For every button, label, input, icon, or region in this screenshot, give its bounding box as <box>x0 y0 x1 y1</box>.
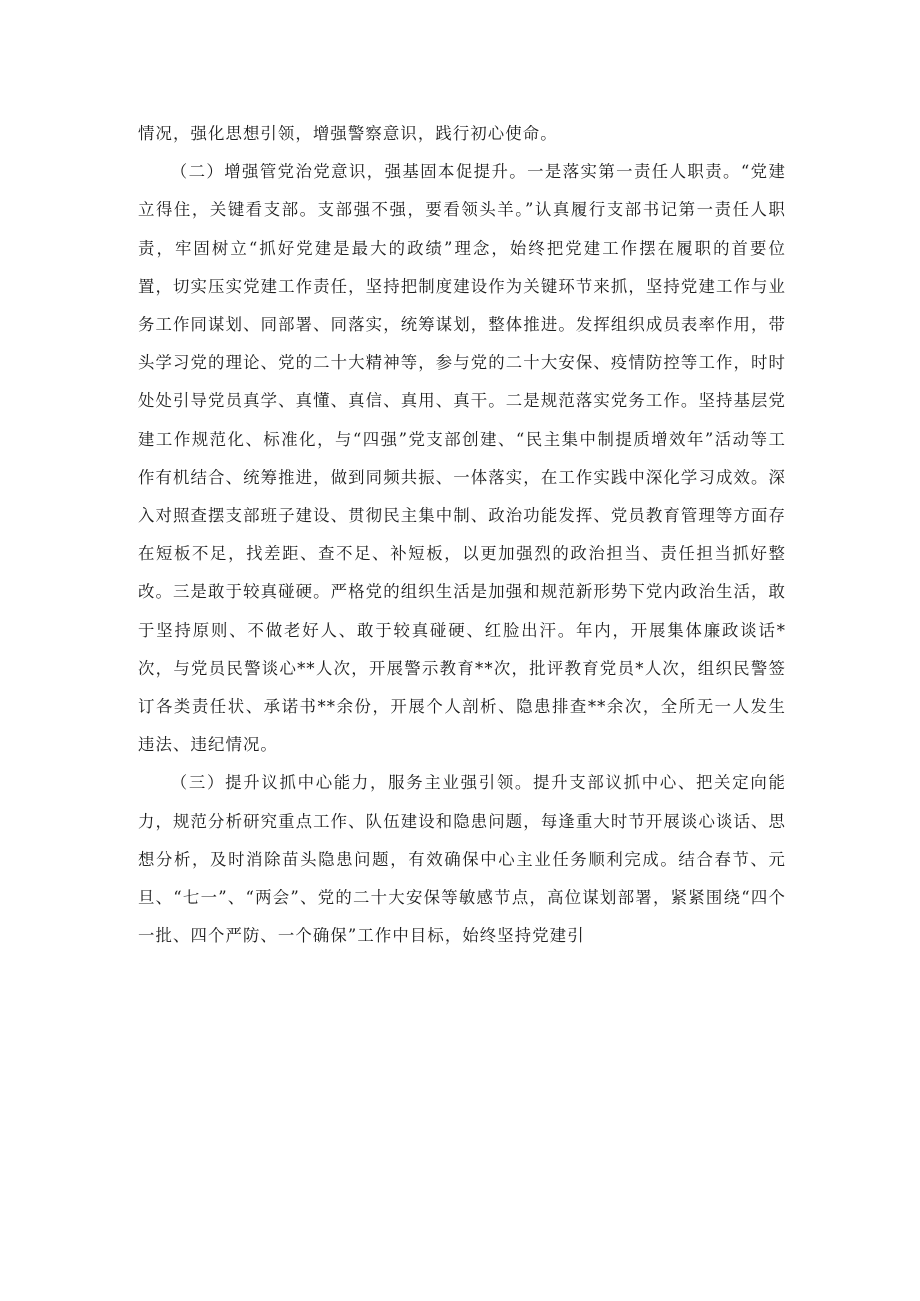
paragraph-section-2: （二）增强管党治党意识，强基固本促提升。一是落实第一责任人职责。“党建立得住，关键看支部。支部强不强，要看领头羊。”认真履行支部书记第一责任人职责，牢固树立“抓好党建是最大的政绩”理念，始终把党建工作摆在履职的首要位置，切实压实党建工作责任，坚持把制度建设作为关键环节来抓，坚持党建工作与业务工作同谋划、同部署、同落实，统筹谋划，整体推进。发挥组织成员表率作用，带头学习党的理论、党的二十大精神等，参与党的二十大安保、疫情防控等工作，时时处处引导党员真学、真懂、真信、真用、真干。二是规范落实党务工作。坚持基层党建工作规范化、标准化，与“四强”党支部创建、“民主集中制提质增效年”活动等工作有机结合、统筹推进，做到同频共振、一体落实，在工作实践中深化学习成效。深入对照查摆支部班子建设、贯彻民主集中制、政治功能发挥、党员教育管理等方面存在短板不足，找差距、查不足、补短板，以更加强烈的政治担当、责任担当抓好整改。三是敢于较真碰硬。严格党的组织生活是加强和规范新形势下党内政治生活，敢于坚持原则、不做老好人、敢于较真碰硬、红脸出汗。年内，开展集体廉政谈话*次，与党员民警谈心**人次，开展警示教育**次，批评教育党员*人次，组织民警签订各类责任状、承诺书**余份，开展个人剖析、隐患排查**余次，全所无一人发生违法、违纪情况。 <box>138 162 786 755</box>
paragraph-continuation: 情况，强化思想引领，增强警察意识，践行初心使命。 <box>138 124 558 143</box>
document-body <box>138 115 786 955</box>
paragraph-section-3: （三）提升议抓中心能力，服务主业强引领。提升支部议抓中心、把关定向能力，规范分析研究重点工作、队伍建设和隐患问题，每逢重大时节开展谈心谈话、思想分析，及时消除苗头隐患问题，有效确保中心主业任务顺利完成。结合春节、元旦、“七一”、“两会”、党的二十大安保等敏感节点，高位谋划部署，紧紧围绕“四个一批、四个严防、一个确保”工作中目标，始终坚持党建引 <box>138 773 786 946</box>
